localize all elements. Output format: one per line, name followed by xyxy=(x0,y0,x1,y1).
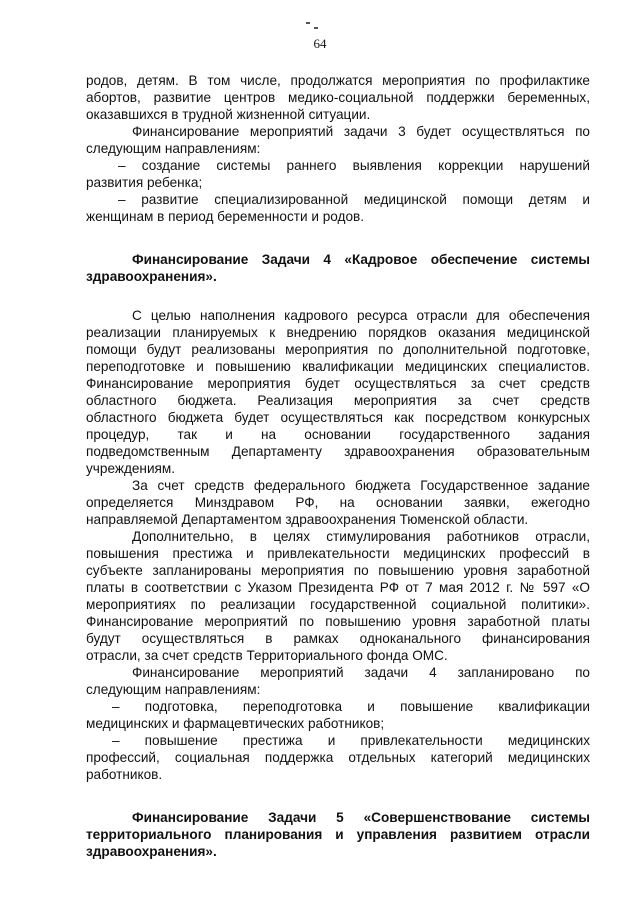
text-line: работников. xyxy=(86,767,163,782)
text-line: мероприятиях по реализации государственной социальной политики». xyxy=(86,597,590,612)
text-line: С целью наполнения кадрового ресурса отрасли для обеспечения xyxy=(132,308,590,323)
text-line: повышения престижа и привлекательности медицинских профессий в xyxy=(86,546,590,561)
text-line: определяется Минздравом РФ, на основании заявки, ежегодно xyxy=(86,495,590,510)
list-item xyxy=(86,191,590,225)
text-line: Дополнительно, в целях стимулирования работников отрасли, xyxy=(132,529,590,544)
heading-line: здравоохранения». xyxy=(86,844,217,859)
heading-line: Финансирование Задачи 4 «Кадровое обеспечение системы xyxy=(132,252,590,267)
document-body xyxy=(86,72,590,860)
heading-line: здравоохранения». xyxy=(86,269,217,284)
scan-artifact xyxy=(314,27,318,29)
text-line: абортов, развитие центров медико-социальной поддержки беременных, xyxy=(86,90,590,105)
text-line: отрасли, за счет средств Территориального фонда ОМС. xyxy=(86,648,448,663)
paragraph xyxy=(86,477,590,528)
text-line: учреждениям. xyxy=(86,461,176,476)
text-line: За счет средств федерального бюджета Государственное задание xyxy=(132,478,590,493)
section-heading xyxy=(86,809,590,860)
list-item xyxy=(86,157,590,191)
text-line: помощи будут реализованы мероприятия по дополнительной подготовке, xyxy=(86,342,590,357)
section-heading xyxy=(86,251,590,285)
text-line: платы в соответствии с Указом Президента РФ от 7 мая 2012 г. № 597 «О xyxy=(86,580,590,595)
list-item xyxy=(86,732,590,783)
text-line: женщинам в период беременности и родов. xyxy=(86,209,365,224)
text-line: – развитие специализированной медицинской помощи детям и xyxy=(118,192,590,207)
text-line: будут осуществляться в рамках одноканального финансирования xyxy=(86,631,590,646)
scan-artifact xyxy=(306,22,310,24)
text-line: развития ребенка; xyxy=(86,175,203,190)
paragraph xyxy=(86,307,590,477)
spacer xyxy=(86,225,590,251)
text-line: областного бюджета будет осуществляться как посредством конкурсных xyxy=(86,410,590,425)
text-line: областного бюджета. Реализация мероприятия за счет средств xyxy=(86,393,590,408)
text-line: родов, детям. В том числе, продолжатся мероприятия по профилактике xyxy=(86,73,590,88)
text-line: оказавшихся в трудной жизненной ситуации. xyxy=(86,107,371,122)
text-line: Финансирование мероприятия будет осуществляться за счет средств xyxy=(86,376,590,391)
paragraph xyxy=(86,664,590,698)
spacer xyxy=(86,783,590,809)
paragraph xyxy=(86,72,590,123)
text-line: направляемой Департаментом здравоохранения Тюменской области. xyxy=(86,512,529,527)
text-line: Финансирование мероприятий по повышению уровня заработной платы xyxy=(86,614,590,629)
text-line: Финансирование мероприятий задачи 4 запланировано по xyxy=(132,665,590,680)
text-line: субъекте запланированы мероприятия по повышению уровня заработной xyxy=(86,563,590,578)
heading-line: территориального планирования и управления развитием отрасли xyxy=(86,827,590,842)
list-item xyxy=(86,698,590,732)
text-line: следующим направлениям: xyxy=(86,682,261,697)
text-line: подведомственным Департаменту здравоохранения образовательным xyxy=(86,444,590,459)
paragraph xyxy=(86,123,590,157)
text-line: – подготовка, переподготовка и повышение квалификации xyxy=(112,699,590,714)
spacer xyxy=(86,285,590,307)
heading-line: Финансирование Задачи 5 «Совершенствование системы xyxy=(132,810,590,825)
paragraph xyxy=(86,528,590,664)
text-line: профессий, социальная поддержка отдельных категорий медицинских xyxy=(86,750,590,765)
text-line: следующим направлениям: xyxy=(86,141,261,156)
text-line: медицинских и фармацевтических работников; xyxy=(86,716,385,731)
text-line: Финансирование мероприятий задачи 3 будет осуществляться по xyxy=(132,124,590,139)
text-line: переподготовке и повышению квалификации медицинских специалистов. xyxy=(86,359,590,374)
text-line: процедур, так и на основании государственного задания xyxy=(86,427,590,442)
text-line: – повышение престижа и привлекательности медицинских xyxy=(112,733,590,748)
text-line: – создание системы раннего выявления коррекции нарушений xyxy=(118,158,590,173)
page-number: 64 xyxy=(313,36,327,51)
text-line: реализации планируемых к внедрению порядков оказания медицинской xyxy=(86,325,590,340)
